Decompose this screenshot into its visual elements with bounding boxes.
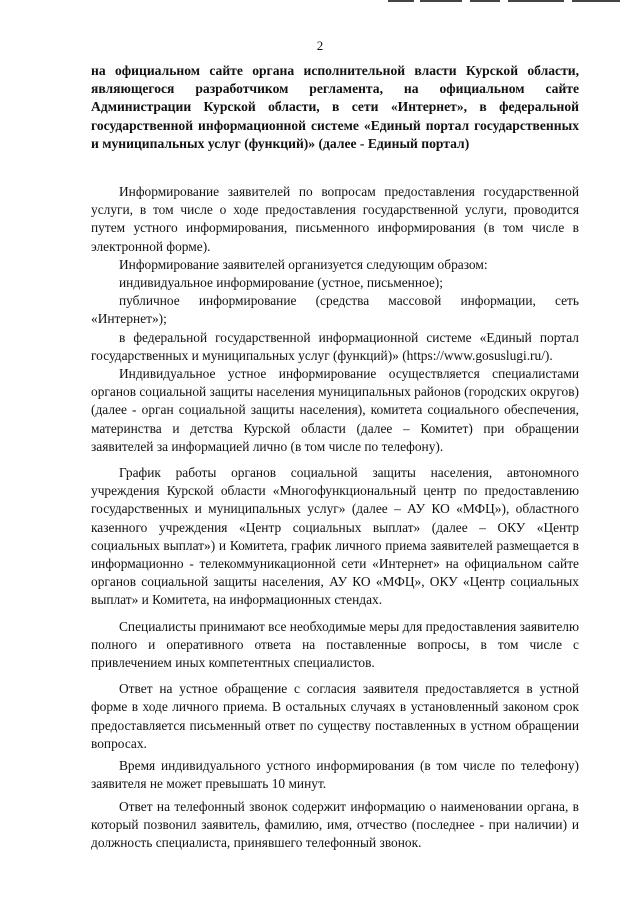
- page-number: 2: [316, 38, 324, 53]
- document-body: [91, 183, 579, 852]
- scan-mark: [572, 0, 620, 2]
- scan-mark: [508, 0, 564, 2]
- paragraph-oral-informing: Индивидуальное устное информирование осуществляется специалистами органов социальной защиты населения муниципальных районов (городских округов) (далее - орган социальной защиты населения), комитета социального обеспечения, материнства и детства Курской области (далее – Комитет) при обращении заявителей за информацией лично (в том числе по телефону).: [91, 366, 580, 454]
- scan-edge-marks: [0, 0, 640, 6]
- paragraph-time-limit: Время индивидуального устного информирования (в том числе по телефону) заявителя не может превышать 10 минут.: [91, 758, 579, 792]
- paragraph-unified-portal: в федеральной государственной информационной системе «Единый портал государственных и муниципальных услуг (функций)» (https://www.gosuslugi.ru/).: [91, 329, 579, 363]
- paragraph-oral-response: Ответ на устное обращение с согласия заявителя предоставляется в устной форме в ходе личного приема. В остальных случаях в установленный законом срок предоставляется письменный ответ по существу поставленных в устном обращении вопросах.: [91, 681, 579, 751]
- scan-mark: [470, 0, 500, 2]
- paragraph-specialists-measures: Специалисты принимают все необходимые меры для предоставления заявителю полного и оперативного ответа на поставленные вопросы, в том числе с привлечением иных компетентных специалистов.: [91, 618, 579, 671]
- paragraph-individual-informing: индивидуальное информирование (устное, письменное);: [119, 275, 443, 291]
- paragraph-work-schedule: График работы органов социальной защиты населения, автономного учреждения Курской области «Многофункциональный центр по предоставлению государственных и муниципальных услуг» (далее – АУ КО «МФЦ»), областного казенного учреждения «Центр социальных выплат» (далее – ОКУ «Центр социальных выплат») и Комитета, график личного приема заявителей размещается в информационно - телекоммуникационной сети «Интернет» на официальном сайте органов социальной защиты населения, АУ КО «МФЦ», ОКУ «Центр социальных выплат» и Комитета, на информационных стендах.: [91, 465, 579, 608]
- paragraph-organization-intro: Информирование заявителей организуется следующим образом:: [119, 256, 488, 272]
- paragraph-phone-response: Ответ на телефонный звонок содержит информацию о наименовании органа, в который позвонил заявитель, фамилию, имя, отчество (последнее - при наличии) и должность специалиста, принявшего телефонный звонок.: [91, 798, 579, 850]
- paragraph-public-informing: публичное информирование (средства массовой информации, сеть «Интернет»);: [91, 293, 579, 327]
- scan-mark: [388, 0, 414, 2]
- paragraph-informing-overview: Информирование заявителей по вопросам предоставления государственной услуги, в том числе о ходе предоставления государственной услуги, проводится путем устного информирования, письменного информирования (в том числе в электронной форме).: [91, 184, 579, 254]
- scan-mark: [420, 0, 462, 2]
- section-heading: на официальном сайте органа исполнительной власти Курской области, являющегося разработчиком регламента, на официальном сайте Администрации Курской области, в сети «Интернет», в федеральной государственной информационной системе «Единый портал государственных и муниципальных услуг (функций)» (далее - Единый портал): [91, 63, 579, 151]
